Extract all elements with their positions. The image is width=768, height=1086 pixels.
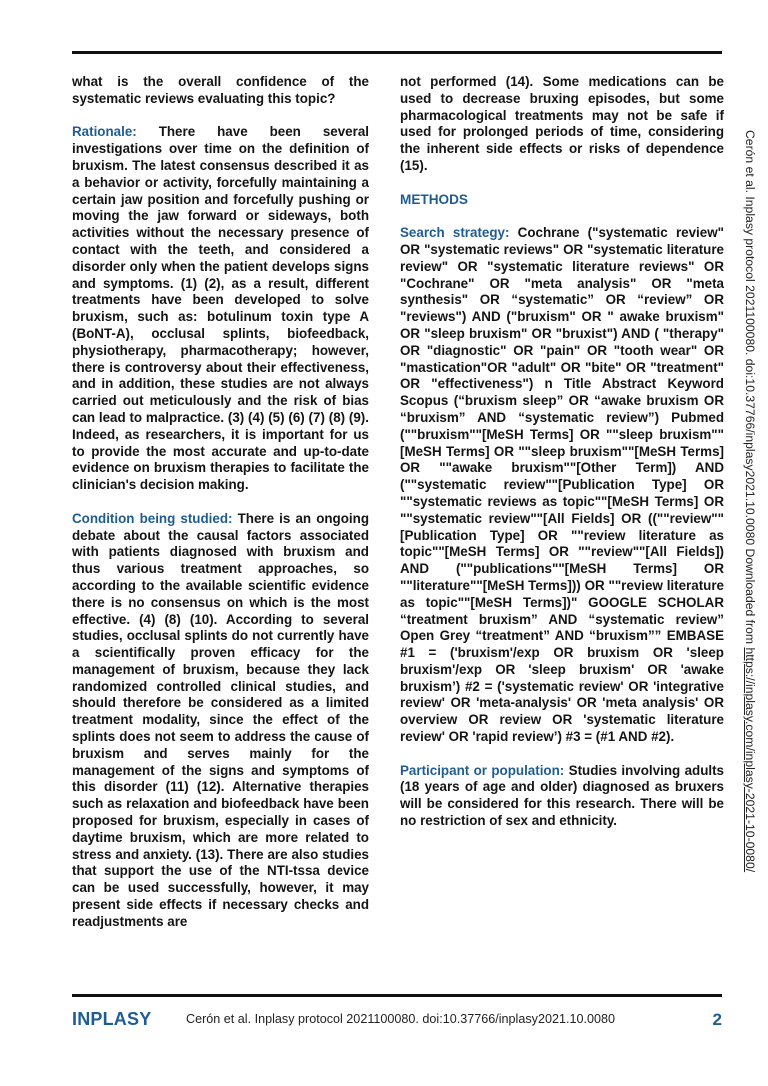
- side-note-text: Cerón et al. Inplasy protocol 2021100080. doi:10.37766/inplasy2021.10.0080 Downloaded from: [743, 130, 757, 648]
- search-strategy-text: Cochrane ("systematic review" OR "systematic reviews" OR "systematic literature review" OR "systematic literature reviews" OR "Cochrane" OR "meta analysis" OR "meta synthesis" OR “systematic” OR “review” OR "reviews") AND ("bruxism" OR " awake bruxism" OR "sleep bruxism" OR "bruxist") AND ( "therapy" OR "diagnostic" OR "pain" OR "tooth wear" OR "mastication"OR "adult" OR "bite" OR "treatment" OR "effectiveness") n Title Abstract Keyword Scopus (“bruxism sleep” OR “awake bruxism OR “bruxism” AND “systematic review”) Pubmed (""bruxism""[MeSH Terms] OR ""sleep bruxism""[MeSH Terms] OR ""sleep bruxism""[MeSH Terms] OR ""awake bruxism""[Other Term]) AND (""systematic review""[Publication Type] OR ""systematic reviews as topic""[MeSH Terms] OR ""systematic review""[All Fields] OR ((""review""[Publication Type] OR ""review literature as topic""[MeSH Terms] OR ""review""[All Fields]) AND (""publications""[MeSH Terms] OR ""literature""[MeSH Terms])) OR ""review literature as topic""[MeSH Terms])" GOOGLE SCHOLAR “treatment bruxism” AND “systematic review” Open Grey “treatment” AND “bruxism”” EMBASE #1 = ('bruxism'/exp OR bruxism OR 'sleep bruxism'/exp OR 'sleep bruxism' OR 'awake bruxism’) #2 = ('systematic review' OR 'integrative review' OR 'meta-analysis' OR 'meta analysis' OR overview OR review OR 'systematic literature review' OR 'rapid review’) #3 = (#1 AND #2).: [400, 225, 724, 745]
- rationale-paragraph: [72, 124, 369, 494]
- condition-text: There is an ongoing debate about the causal factors associated with patients diagnosed with bruxism and thus various treatment approaches, so according to the available scientific evidence there is no consensus on which is the most effective. (4) (8) (10). According to several studies, occlusal splints do not currently have a scientifically proven efficacy for the management of bruxism, because they lack randomized controlled clinical studies, and should therefore be considered as a limited treatment modality, since the effect of the splints does not seem to address the cause of bruxism and serves mainly for the management of the signs and symptoms of this disorder (11) (12). Alternative therapies such as relaxation and biofeedback have been proposed for bruxism, especially in cases of daytime bruxism, which are more related to stress and anxiety. (13). There are also studies that support the use of the NTI-tssa device can be used successfully, however, it may present side effects if necessary checks and readjustments are: [72, 510, 369, 929]
- intro-paragraph: [72, 74, 369, 108]
- rationale-text: There have been several investigations over time on the definition of bruxism. The latest consensus described it as a behavior or activity, forcefully maintaining a certain jaw position and forcefully pushing or moving the jaw forward or sideways, both activities without the necessary presence of contact with the teeth, and considered a disorder only when the patient develops signs and symptoms. (1) (2), as a result, different treatments have been developed to solve bruxism, such as: botulinum toxin type A (BoNT-A), occlusal splints, biofeedback, physiotherapy, pharmacotherapy; however, there is controversy about their effectiveness, and in addition, these studies are not always carried out meticulously and the risk of bias can lead to malpractice. (3) (4) (5) (6) (7) (8) (9). Indeed, as researchers, it is important for us to provide the most accurate and up-to-date evidence on bruxism therapies to facilitate the clinician's decision making.: [72, 124, 369, 493]
- methods-heading: METHODS: [400, 191, 468, 207]
- footer-citation: Cerón et al. Inplasy protocol 2021100080. doi:10.37766/inplasy2021.10.0080: [186, 1012, 615, 1026]
- page-number: 2: [712, 1010, 722, 1029]
- page-footer: [72, 1008, 722, 1034]
- participants-text: Studies involving adults (18 years of age and older) diagnosed as bruxers will be considered for this research. There will be no restriction of sex and ethnicity.: [400, 762, 725, 829]
- participants-paragraph: [400, 763, 724, 830]
- condition-paragraph: [72, 511, 369, 931]
- side-note-link[interactable]: https://inplasy.com/inplasy-2021-10-0080/: [743, 647, 757, 873]
- search-strategy-paragraph: [400, 225, 724, 746]
- right-column: [400, 74, 724, 847]
- side-download-note: [743, 130, 757, 872]
- footer-rule: [72, 994, 722, 997]
- continuation-text: not performed (14). Some medications can be used to decrease bruxing episodes, but some pharmacological treatments may not be safe if used for prolonged periods of time, considering the inherent side effects or risks of dependence (15).: [400, 74, 724, 173]
- intro-text: what is the overall confidence of the systematic reviews evaluating this topic?: [72, 74, 369, 106]
- header-rule: [72, 51, 722, 54]
- left-column: [72, 74, 369, 947]
- condition-label: Condition being studied:: [72, 510, 233, 526]
- participants-label: Participant or population:: [400, 762, 565, 778]
- search-strategy-label: Search strategy:: [400, 225, 510, 241]
- footer-brand-logo: INPLASY: [72, 1009, 152, 1029]
- rationale-label: Rationale:: [72, 124, 137, 140]
- continuation-paragraph: [400, 74, 724, 175]
